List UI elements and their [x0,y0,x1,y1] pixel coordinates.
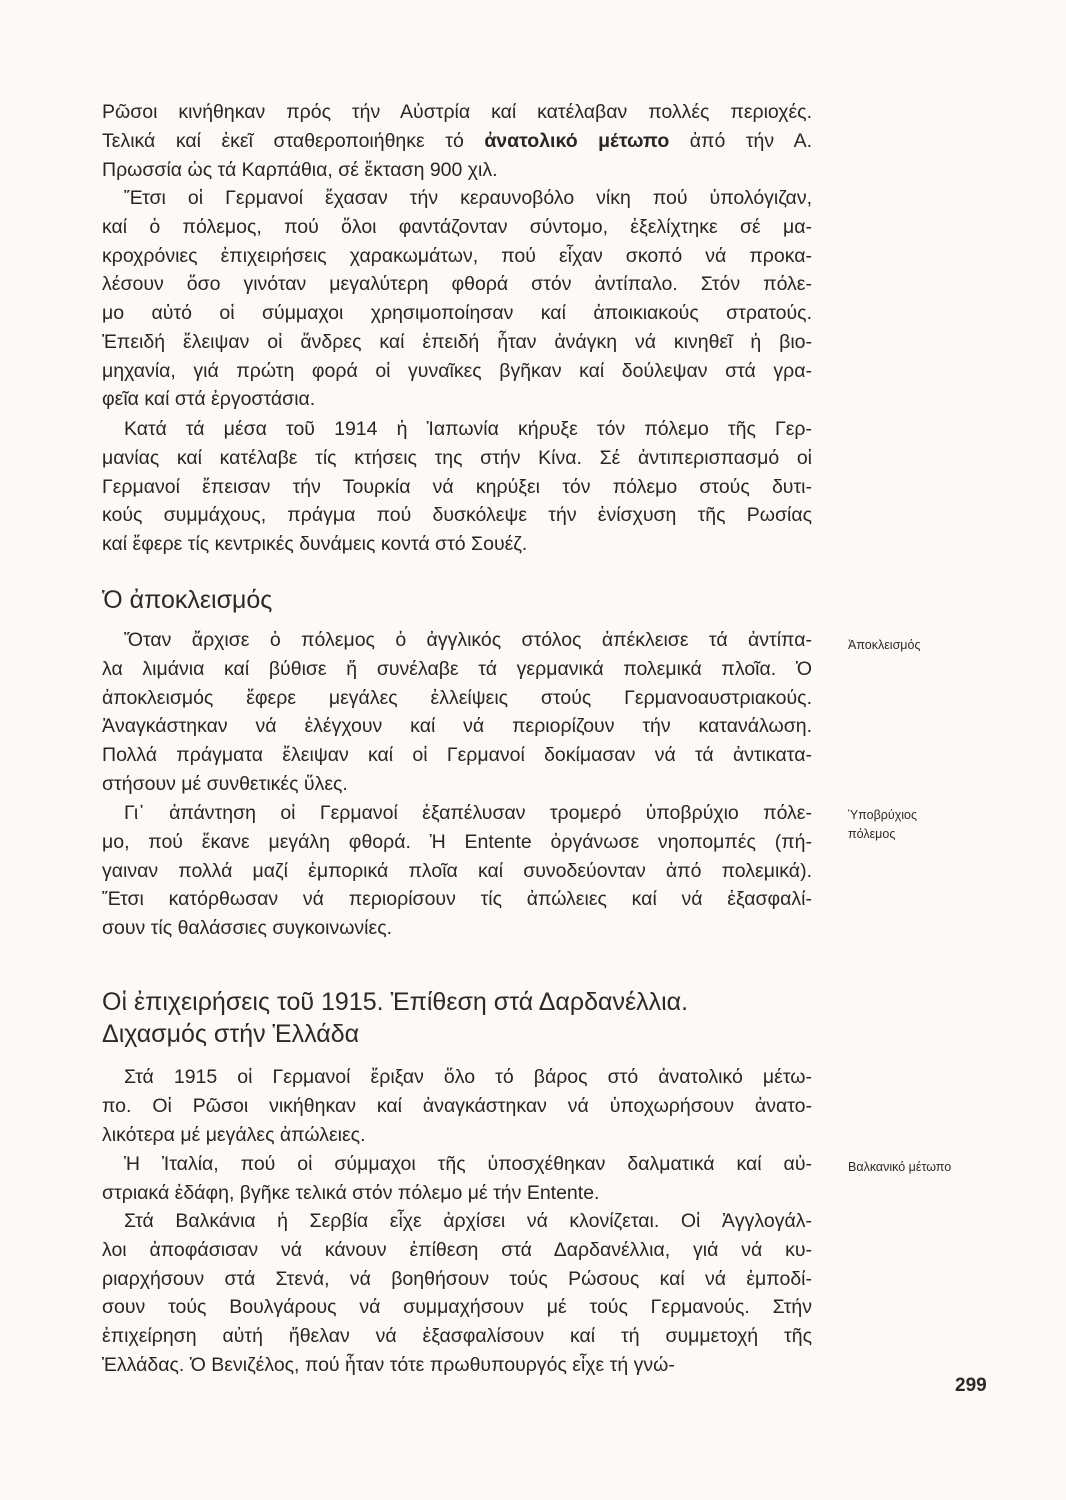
text-line: μο, πού ἔκανε μεγάλη φθορά. Ἡ Entente ὀργάνωσε νηοπομπές (πή- [102,830,812,853]
text-span: ἀπό τήν Α. [669,129,812,152]
text-line: Ἔτσι οἱ Γερμανοί ἔχασαν τήν κεραυνοβόλο νίκη πού ὑπολόγιζαν, [124,187,812,209]
text-line: Πρωσσία ὡς τά Καρπάθια, σέ ἔκταση 900 χιλ. [102,158,498,181]
page-number: 299 [955,1375,987,1396]
text-line: κροχρόνιες ἐπιχειρήσεις χαρακωμάτων, πού εἶχαν σκοπό νά προκα- [102,244,812,267]
text-line [102,127,812,156]
text-line: Στά Βαλκάνια ἡ Σερβία εἶχε ἀρχίσει νά κλονίζεται. Οἱ Ἀγγλογάλ- [124,1210,812,1232]
text-line: σουν τούς Βουλγάρους νά συμμαχήσουν μέ τούς Γερμανούς. Στήν [102,1296,812,1319]
text-line: στήσουν μέ συνθετικές ὕλες. [102,772,348,795]
text-line: μο αὐτό οἱ σύμμαχοι χρησιμοποίησαν καί ἀποικιακούς στρατούς. [102,302,812,324]
text-line: ριαρχήσουν στά Στενά, νά βοηθήσουν τούς Ρώσους καί νά ἐμποδί- [102,1267,812,1290]
paragraph [102,1063,812,1149]
paragraph [102,184,812,414]
text-line: φεῖα καί στά ἐργοστάσια. [102,388,316,411]
text-line: λικότερα μέ μεγάλες ἀπώλειες. [102,1123,366,1146]
margin-note: Βαλκανικό μέτωπο [848,1160,952,1174]
text-line: Ἡ Ἰταλία, πού οἱ σύμμαχοι τῆς ὑποσχέθηκαν δαλματικά καί αὐ- [124,1153,812,1175]
text-line: γαιναν πολλά μαζί ἐμπορικά πλοῖα καί συνοδεύονταν ἀπό πολεμικά). [102,859,812,882]
text-line: Ρῶσοι κινήθηκαν πρός τήν Αὐστρία καί κατέλαβαν πολλές περιοχές. [102,101,812,123]
text-line: λα λιμάνια καί βύθισε ἤ συνέλαβε τά γερμανικά πολεμικά πλοῖα. Ὁ [102,657,812,680]
text-line: Γερμανοί ἔπεισαν τήν Τουρκία νά κηρύξει τόν πόλεμο στούς δυτι- [102,475,812,498]
text-line: καί ἔφερε τίς κεντρικές δυνάμεις κοντά στό Σουέζ. [102,533,528,555]
section-heading: Οἱ ἐπιχειρήσεις τοῦ 1915. Ἐπίθεση στά Δαρδανέλλια. [102,988,689,1016]
text-line: Πολλά πράγματα ἔλειψαν καί οἱ Γερμανοί δοκίμασαν νά τά ἀντικατα- [102,744,812,766]
paragraph [102,1207,812,1380]
text-line: λέσουν ὅσο γινόταν μεγαλύτερη φθορά στόν ἀντίπαλο. Στόν πόλε- [102,273,812,296]
text-line: πο. Οἱ Ρῶσοι νικήθηκαν καί ἀναγκάστηκαν νά ὑποχωρήσουν ἀνατο- [102,1094,812,1117]
margin-note: πόλεμος [848,827,896,841]
text-line: μανίας καί κατέλαβε τίς κτήσεις της στήν Κίνα. Σέ ἀντιπερισπασμό οἱ [102,446,812,469]
text-line: Ἀναγκάστηκαν νά ἐλέγχουν καί νά περιορίζουν τήν κατανάλωση. [102,715,812,738]
text-line: κούς συμμάχους, πράγμα πού δυσκόλεψε τήν ἐνίσχυση τῆς Ρωσίας [102,504,812,527]
text-line: Κατά τά μέσα τοῦ 1914 ἡ Ἰαπωνία κήρυξε τόν πόλεμο τῆς Γερ- [124,418,812,440]
text-line: Γι᾽ ἀπάντηση οἱ Γερμανοί ἐξαπέλυσαν τρομερό ὑποβρύχιο πόλε- [124,802,812,824]
margin-note: Ἀποκλεισμός [848,638,921,652]
bold-term: ἀνατολικό μέτωπο [484,129,670,152]
paragraph [102,415,812,559]
text-line: λοι ἀποφάσισαν νά κάνουν ἐπίθεση στά Δαρδανέλλια, γιά νά κυ- [102,1238,812,1261]
paragraph [102,626,812,799]
section-heading: Ὁ ἀποκλεισμός [102,586,273,614]
text-line: μηχανία, γιά πρώτη φορά οἱ γυναῖκες βγῆκαν καί δούλεψαν στά γρα- [102,359,812,382]
text-line: ἐπιχείρηση αὐτή ἤθελαν νά ἐξασφαλίσουν καί τή συμμετοχή τῆς [102,1325,812,1347]
section-heading: Διχασμός στήν Ἑλλάδα [102,1020,360,1048]
text-line: Στά 1915 οἱ Γερμανοί ἔριξαν ὅλο τό βάρος στό ἀνατολικό μέτω- [124,1066,812,1088]
margin-note: Ὑποβρύχιος [848,808,918,822]
text-line: καί ὁ πόλεμος, πού ὅλοι φαντάζονταν σύντομο, ἐξελίχτηκε σέ μα- [102,215,812,238]
text-line: στριακά ἐδάφη, βγῆκε τελικά στόν πόλεμο μέ τήν Entente. [102,1181,600,1204]
paragraph [102,1150,812,1208]
text-line: σουν τίς θαλάσσιες συγκοινωνίες. [102,917,393,939]
paragraph [102,98,812,184]
text-line: ἀποκλεισμός ἔφερε μεγάλες ἐλλείψεις στούς Γερμανοαυστριακούς. [102,686,812,709]
text-line: Ἔτσι κατόρθωσαν νά περιορίσουν τίς ἀπώλειες καί νά ἐξασφαλί- [102,888,812,911]
paragraph [102,799,812,943]
text-line: Ἑλλάδας. Ὁ Βενιζέλος, πού ἦταν τότε πρωθυπουργός εἶχε τή γνώ- [102,1353,675,1376]
text-line: Ὅταν ἄρχισε ὁ πόλεμος ὁ ἀγγλικός στόλος ἀπέκλεισε τά ἀντίπα- [124,629,812,651]
text-line: Ἐπειδή ἔλειψαν οἱ ἄνδρες καί ἐπειδή ἦταν ἀνάγκη νά κινηθεῖ ἡ βιο- [102,330,812,353]
text-span: Τελικά καί ἐκεῖ σταθεροποιήθηκε τό [102,129,485,152]
